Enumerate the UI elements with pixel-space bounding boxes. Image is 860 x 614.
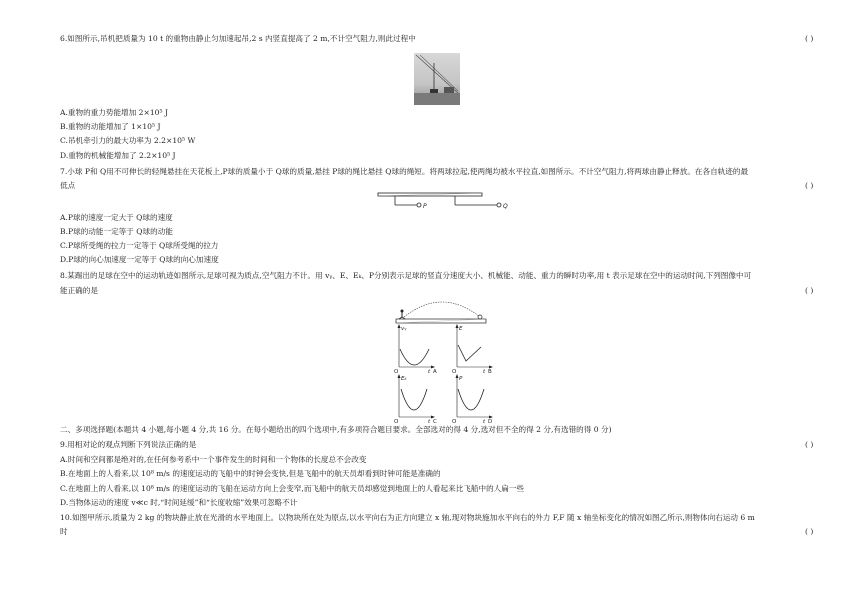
q9-option-b: B.在地面上的人看来,以 10⁸ m/s 的速度运动的飞船中的时钟会变快,但是飞船中的航天员却看到时钟可能是准确的 — [60, 469, 441, 478]
q8-stem-line1: 8.某踢出的足球在空中的运动轨迹如图所示,足球可视为质点,空气阻力不计。用 vᵧ、E、Eₖ、P分别表示足球的竖直分速度大小、机械能、动能、重力的瞬时功率,用 t 表示足球在空中的运动时间,下列图像中可 — [60, 271, 752, 280]
graph-d-xlabel: t — [483, 419, 486, 423]
graph-c-origin: O — [394, 419, 399, 423]
q7-answer-paren: ( ) — [805, 181, 814, 190]
q8-answer-paren: ( ) — [805, 286, 814, 295]
q6-option-d: D.重物的机械能增加了 2.2×10⁵ J — [60, 151, 176, 160]
q7-option-b: B.P球的动能一定等于 Q球的动能 — [60, 227, 173, 236]
graph-b-ylabel: E — [459, 326, 463, 332]
q10-answer-paren: ( ) — [805, 527, 814, 536]
graph-a-xlabel: t — [428, 369, 431, 373]
graph-c-letter: C — [433, 419, 437, 423]
q6-option-b: B.重物的动能增加了 1×10⁵ J — [60, 122, 161, 131]
graph-a-origin: O — [394, 369, 399, 373]
q10-stem-line2: 时 — [60, 527, 68, 536]
q7-option-a: A.P球的速度一定大于 Q球的速度 — [60, 213, 173, 222]
q6-option-c: C.吊机牵引力的最大功率为 2.2×10⁵ W — [60, 136, 196, 145]
graph-d-ylabel: P — [459, 376, 463, 382]
label-p: P — [423, 203, 427, 210]
q8-stem-line2: 能正确的是 — [60, 286, 98, 295]
graph-c-ylabel: Eₖ — [401, 376, 407, 382]
q10-stem-line1: 10.如图甲所示,质量为 2 kg 的物块静止放在光滑的水平地面上。以物块所在处为原点,以水平向右为正方向建立 x 轴,现对物块施加水平向右的外力 F,F 随 x 轴坐标变化的情况如图乙所示,则物体向右运动 6 m — [60, 513, 755, 522]
q7-stem-line2: 低点 — [60, 181, 76, 190]
q9-option-d: D.当物体运动的速度 v≪c 时,“时间延缓”和“长度收缩”效果可忽略不计 — [60, 498, 298, 507]
section-2-heading: 二、多项选择题(本题共 4 小题,每小题 4 分,共 16 分。在每小题给出的四个选项中,有多项符合题目要求。全部选对的得 4 分,选对但不全的得 2 分,有选错的得 0 分) — [60, 425, 612, 434]
graph-a-ylabel: vᵧ — [401, 326, 407, 332]
q9-option-a: A.时间和空间都是绝对的,在任何参考系中一个事件发生的时间和一个物体的长度总不会改变 — [60, 455, 367, 464]
label-q: Q — [503, 203, 508, 210]
graph-d-letter: D — [488, 419, 493, 423]
q7-stem-line1: 7.小球 P和 Q用不可伸长的轻绳悬挂在天花板上,P球的质量小于 Q球的质量,悬挂 P球的绳比悬挂 Q球的绳短。将两球拉起,使两绳均被水平拉直,如图所示。不计空气阻力,将两球由静止释放。在各自轨迹的最 — [60, 167, 749, 176]
graph-a — [393, 323, 445, 373]
graph-d-origin: O — [452, 419, 457, 423]
graph-d — [451, 373, 503, 423]
q7-option-c: C.P球所受绳的拉力一定等于 Q球所受绳的拉力 — [60, 241, 219, 250]
crane-photo — [414, 53, 460, 105]
q7-option-d: D.P球的向心加速度一定等于 Q球的向心加速度 — [60, 255, 219, 264]
graph-b-xlabel: t — [483, 369, 486, 373]
graph-c — [393, 373, 445, 423]
graph-a-letter: A — [433, 369, 437, 373]
q9-answer-paren: ( ) — [805, 440, 814, 449]
q9-stem: 9.用相对论的观点判断下列说法正确的是 — [60, 440, 197, 449]
pendulum-figure — [377, 191, 517, 213]
q9-option-c: C.在地面上的人看来,以 10⁸ m/s 的速度运动的飞船在运动方向上会变窄,而飞船中的航天员却感觉到地面上的人看起来比飞船中的人扁一些 — [60, 484, 525, 493]
graph-b-origin: O — [452, 369, 457, 373]
q6-option-a: A.重物的重力势能增加 2×10⁵ J — [60, 108, 169, 117]
graph-b — [451, 323, 503, 373]
graph-c-xlabel: t — [428, 419, 431, 423]
graph-b-letter: B — [488, 369, 492, 373]
q6-answer-paren: ( ) — [805, 34, 814, 43]
q6-stem: 6.如图所示,吊机把质量为 10 t 的重物由静止匀加速起吊,2 s 内竖直提高了 2 m,不计空气阻力,则此过程中 — [60, 34, 416, 43]
